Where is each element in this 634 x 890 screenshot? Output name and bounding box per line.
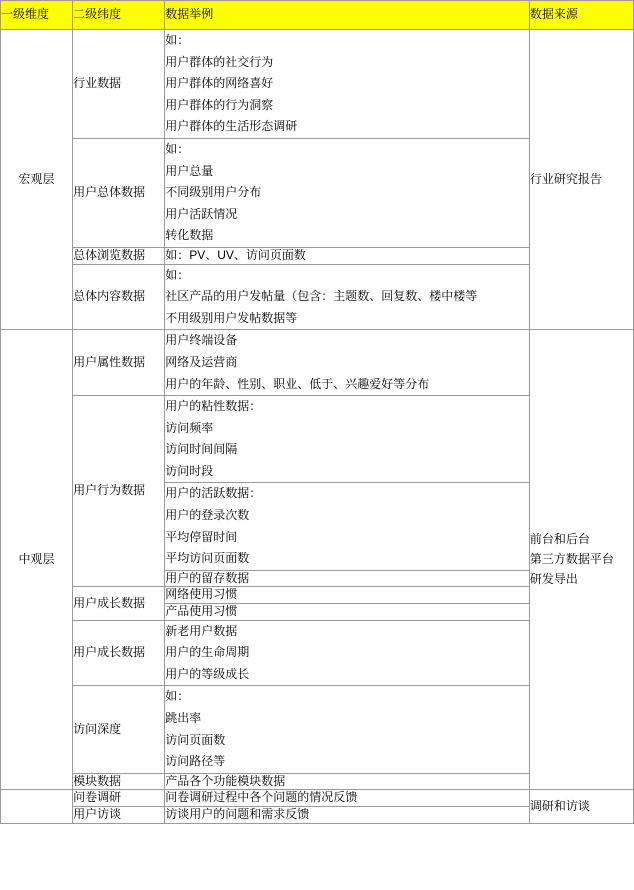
example-line: 用户群体的生活形态调研 [165, 119, 298, 134]
examples-cell [165, 396, 530, 483]
example-line: 不用级别用户发帖数据等 [165, 310, 298, 325]
example-line: 访问路径等 [165, 754, 226, 769]
examples-cell: 网络使用习惯 [165, 587, 530, 604]
source-industry-report: 行业研究报告 [529, 30, 633, 330]
example-line: 如： [165, 33, 190, 47]
examples-cell: 用户的留存数据 [165, 570, 530, 587]
table-row [1, 790, 634, 807]
example-line: 网络及运营商 [165, 354, 238, 369]
level2-questionnaire: 问卷调研 [73, 790, 165, 807]
example-line: 如： [165, 267, 190, 282]
example-line: 用户群体的网络喜好 [165, 76, 274, 91]
example-line: 访问时间间隔 [165, 442, 238, 457]
example-line: 用户的活跃数据： [165, 486, 262, 501]
source-line: 研发导出 [529, 571, 578, 586]
example-line: 用户的等级成长 [165, 666, 250, 681]
example-line: 平均停留时间 [165, 529, 238, 544]
example-line: 跳出率 [165, 711, 202, 725]
example-line: 转化数据 [165, 228, 214, 243]
example-line: 如： [165, 689, 190, 704]
examples-cell: 如：PV、UV、访问页面数 [165, 247, 530, 264]
level2-module-data: 模块数据 [73, 773, 165, 790]
examples-cell [165, 138, 530, 247]
example-line: 用户的粘性数据： [165, 399, 262, 414]
level2-total-content-data: 总体内容数据 [73, 264, 165, 330]
examples-cell: 问卷调研过程中各个问题的情况反馈 [165, 790, 530, 807]
level1-empty [1, 790, 73, 823]
header-source: 数据来源 [529, 1, 633, 30]
examples-cell [165, 483, 530, 570]
level2-industry-data: 行业数据 [73, 30, 165, 139]
level2-visit-depth: 访问深度 [73, 686, 165, 773]
header-level1: 一级维度 [1, 1, 73, 30]
source-line: 前台和后台 [529, 532, 590, 547]
example-line: 用户终端设备 [165, 333, 238, 348]
table-header-row [1, 1, 634, 30]
header-examples: 数据举例 [165, 1, 530, 30]
level2-user-total-data: 用户总体数据 [73, 138, 165, 247]
example-line: 用户活跃情况 [165, 206, 238, 221]
level1-macro: 宏观层 [1, 30, 73, 330]
example-line: 用户总量 [165, 163, 214, 178]
level2-total-browse-data: 总体浏览数据 [73, 247, 165, 264]
example-line: 不同级别用户分布 [165, 185, 262, 200]
examples-cell [165, 686, 530, 773]
example-line: 平均访问页面数 [165, 551, 250, 566]
example-line: 用户群体的社交行为 [165, 54, 274, 69]
level2-user-attribute-data: 用户属性数据 [73, 330, 165, 396]
table-row [1, 330, 634, 396]
examples-cell [165, 330, 530, 396]
source-research-interview: 调研和访谈 [529, 790, 633, 823]
examples-cell: 产品各个功能模块数据 [165, 773, 530, 790]
example-line: 用户的年龄、性别、职业、低于、兴趣爱好等分布 [165, 376, 430, 391]
examples-cell: 访谈用户的问题和需求反馈 [165, 806, 530, 823]
example-line: 用户的登录次数 [165, 508, 250, 523]
examples-cell [165, 30, 530, 139]
example-line: 访问频率 [165, 420, 214, 435]
example-line: 新老用户数据 [165, 623, 238, 638]
level1-meso: 中观层 [1, 330, 73, 790]
example-line: 如： [165, 141, 190, 156]
level2-user-growth-data-habits: 用户成长数据 [73, 587, 165, 620]
level2-user-behavior-data: 用户行为数据 [73, 396, 165, 587]
example-line: 用户群体的行为洞察 [165, 97, 274, 112]
example-line: 访问时段 [165, 463, 214, 478]
level2-user-growth-data: 用户成长数据 [73, 620, 165, 686]
source-frontend-backend [529, 330, 633, 790]
source-line: 第三方数据平台 [529, 552, 614, 567]
examples-cell [165, 620, 530, 686]
level2-user-interview: 用户访谈 [73, 806, 165, 823]
table-row [1, 30, 634, 139]
example-line: 访问页面数 [165, 732, 226, 747]
header-level2: 二级纬度 [73, 1, 165, 30]
examples-cell: 产品使用习惯 [165, 604, 530, 621]
example-line: 用户的生命周期 [165, 645, 250, 660]
example-line: 社区产品的用户发帖量（包含：主题数、回复数、楼中楼等 [165, 289, 478, 304]
examples-cell [165, 264, 530, 330]
